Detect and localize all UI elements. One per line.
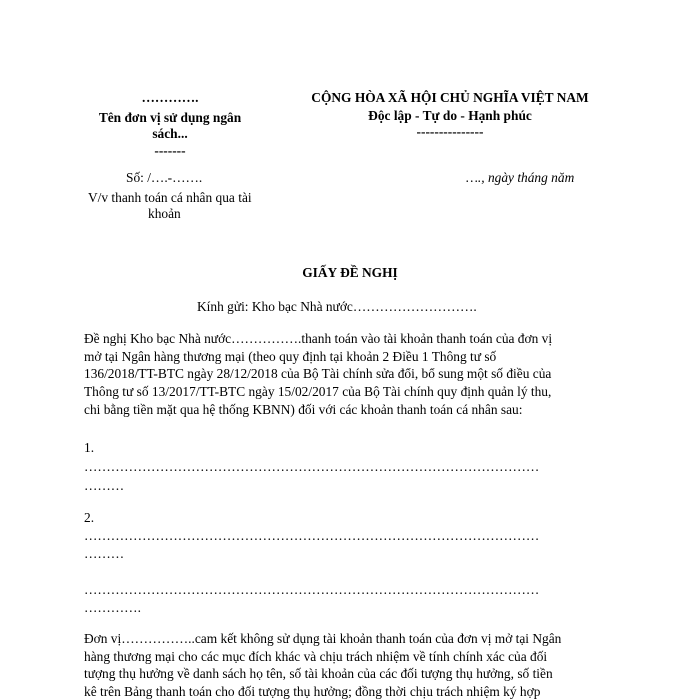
item-1-dots-end: ………	[84, 478, 125, 493]
subject-line2: khoản	[148, 206, 181, 221]
item-1-number: 1.	[84, 440, 95, 455]
addressee: Kính gửi: Kho bạc Nhà nước……………………….	[197, 299, 477, 314]
org-name-line1: Tên đơn vị sử dụng ngân	[98, 110, 242, 126]
request-line-5: chi bằng tiền mặt qua hệ thống KBNN) đối với các khoản thanh toán cá nhân sau:	[84, 401, 523, 417]
commitment-line-3: tượng thụ hưởng về danh sách họ tên, số tài khoản của các đối tượng thụ hưởng, số tiền	[84, 666, 553, 682]
commitment-line-2: hàng thương mại cho các mục đích khác và chịu trách nhiệm về tính chính xác của đối	[84, 648, 548, 664]
request-line-1: Đề nghị Kho bạc Nhà nước…………….thanh toán vào tài khoản thanh toán của đơn vị	[84, 331, 553, 346]
item-3-dots-end: ………….	[84, 600, 141, 615]
document-number: Số: /….-…….	[126, 170, 203, 185]
commitment-line-1: Đơn vị……………..cam kết không sử dụng tài khoản thanh toán của đơn vị mở tại Ngân	[84, 631, 562, 646]
request-line-3: 136/2018/TT-BTC ngày 28/12/2018 của Bộ Tài chính sửa đổi, bổ sung một số điều của	[84, 366, 552, 382]
org-rule: -------	[154, 143, 186, 159]
request-line-4: Thông tư số 13/2017/TT-BTC ngày 15/02/2017 của Bộ Tài chính quy định quản lý thu,	[84, 384, 552, 400]
national-header	[270, 90, 630, 140]
subject-line1: V/v thanh toán cá nhân qua tài	[88, 190, 252, 205]
motto-rule: ---------------	[416, 124, 484, 140]
item-2-dots-end: ………	[84, 546, 125, 561]
org-name-line2: sách...	[152, 126, 188, 142]
item-3-dots: …………………………………………………………………………………………	[84, 582, 540, 597]
item-2-number: 2.	[84, 510, 95, 525]
commitment-paragraph	[84, 630, 618, 700]
item-1-dots: …………………………………………………………………………………………	[84, 459, 540, 474]
document-title: GIẤY ĐỀ NGHỊ	[302, 265, 398, 280]
item-2-dots: …………………………………………………………………………………………	[84, 528, 540, 543]
request-line-2: mở tại Ngân hàng thương mại (theo quy định tại khoản 2 Điều 1 Thông tư số	[84, 348, 497, 364]
request-paragraph	[84, 330, 618, 418]
national-motto: Độc lập - Tự do - Hạnh phúc	[368, 108, 532, 124]
country-name: CỘNG HÒA XÃ HỘI CHỦ NGHĨA VIỆT NAM	[311, 90, 589, 105]
issuing-org-block	[84, 90, 256, 159]
org-placeholder: ………….	[141, 90, 199, 105]
commitment-line-4: kê trên Bảng thanh toán cho đối tượng thụ hưởng; đồng thời chịu trách nhiệm ký hợp	[84, 684, 541, 700]
date-line: …., ngày tháng năm	[466, 170, 575, 185]
